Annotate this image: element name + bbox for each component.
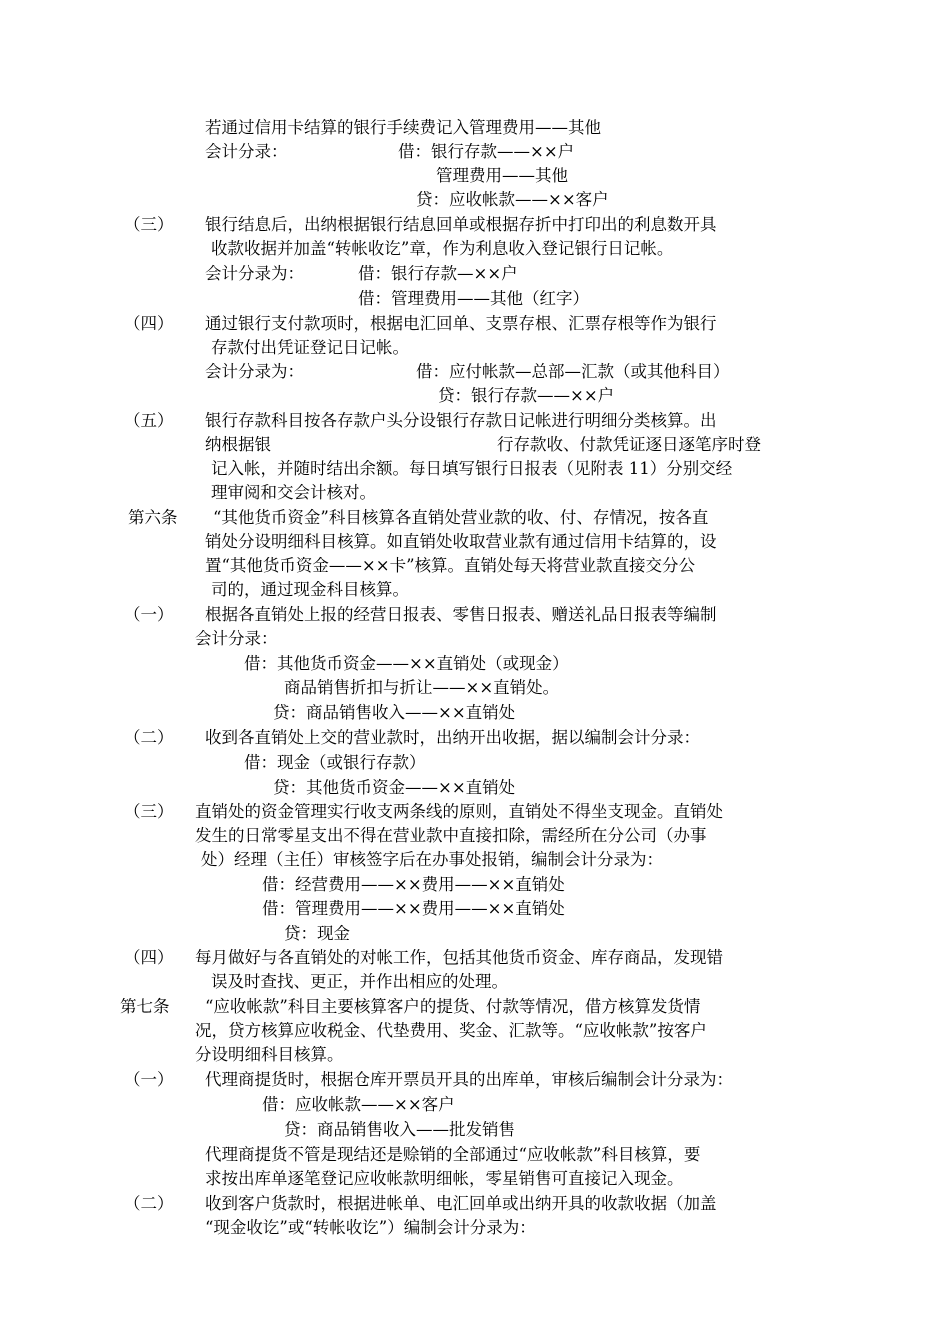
- text-line: 贷：商品销售收入——××直销处: [273, 703, 516, 722]
- text-line: 误及时查找、更正，并作出相应的处理。: [211, 972, 508, 991]
- text-line: 代理商提货不管是现结还是赊销的全部通过“应收帐款”科目核算，要: [205, 1145, 701, 1164]
- text-line: 若通过信用卡结算的银行手续费记入管理费用——其他: [205, 118, 601, 137]
- item-number: （一）: [124, 1070, 174, 1089]
- text-line: 况，贷方核算应收税金、代垫费用、奖金、汇款等。“应收帐款”按客户: [195, 1021, 707, 1040]
- item-number: （二）: [124, 728, 174, 747]
- text-line: 每月做好与各直销处的对帐工作，包括其他货币资金、库存商品，发现错: [195, 948, 723, 967]
- text-line: 置“其他货币资金——××卡”核算。直销处每天将营业款直接交分公: [205, 556, 696, 575]
- text-line: 通过银行支付款项时，根据电汇回单、支票存根、汇票存根等作为银行: [205, 314, 717, 333]
- item-number: （三）: [124, 802, 174, 821]
- text-line: 行存款收、付款凭证逐日逐笔序时登: [497, 435, 761, 454]
- text-line: 会计分录为：: [205, 264, 304, 283]
- text-line: 会计分录为：: [205, 362, 304, 381]
- text-line: 纳根据银: [205, 435, 271, 454]
- text-line: 借：经营费用——××费用——××直销处: [262, 875, 565, 894]
- text-line: 借：其他货币资金——××直销处（或现金）: [244, 654, 569, 673]
- item-number: （四）: [124, 314, 174, 333]
- text-line: 销处分设明细科目核算。如直销处收取营业款有通过信用卡结算的，设: [205, 532, 717, 551]
- text-line: 贷：银行存款——××户: [438, 386, 615, 405]
- text-line: “现金收讫”或“转帐收讫”）编制会计分录为：: [205, 1218, 536, 1237]
- text-line: 借：应付帐款—总部—汇款（或其他科目）: [416, 362, 730, 381]
- text-line: 借：管理费用——××费用——××直销处: [262, 899, 565, 918]
- text-line: 分设明细科目核算。: [195, 1045, 344, 1064]
- text-line: 根据各直销处上报的经营日报表、零售日报表、赠送礼品日报表等编制: [205, 605, 717, 624]
- item-number: （三）: [124, 215, 174, 234]
- text-line: 发生的日常零星支出不得在营业款中直接扣除，需经所在分公司（办事: [195, 826, 707, 845]
- item-number: （一）: [124, 605, 174, 624]
- text-line: 借：现金（或银行存款）: [244, 753, 426, 772]
- text-line: 收款收据并加盖“转帐收讫”章，作为利息收入登记银行日记帐。: [211, 239, 674, 258]
- text-line: 贷：现金: [284, 924, 350, 943]
- text-line: 理审阅和交会计核对。: [211, 483, 376, 502]
- text-line: 银行存款科目按各存款户头分设银行存款日记帐进行明细分类核算。出: [205, 411, 717, 430]
- text-line: 代理商提货时，根据仓库开票员开具的出库单，审核后编制会计分录为：: [205, 1070, 733, 1089]
- text-line: “其他货币资金”科目核算各直销处营业款的收、付、存情况，按各直: [213, 508, 709, 527]
- text-line: 记入帐，并随时结出余额。每日填写银行日报表（见附表 11）分别交经: [211, 459, 733, 478]
- text-line: 商品销售折扣与折让——××直销处。: [284, 678, 560, 697]
- text-line: 管理费用——其他: [436, 166, 568, 185]
- text-line: 存款付出凭证登记日记帐。: [211, 338, 409, 357]
- text-line: 贷：商品销售收入——批发销售: [284, 1120, 515, 1139]
- item-number: （四）: [124, 948, 174, 967]
- text-line: 借：银行存款—××户: [358, 264, 518, 283]
- text-line: 借：管理费用——其他（红字）: [358, 289, 589, 308]
- text-line: “应收帐款”科目主要核算客户的提货、付款等情况，借方核算发货情: [205, 997, 701, 1016]
- text-line: 求按出库单逐笔登记应收帐款明细帐，零星销售可直接记入现金。: [205, 1169, 684, 1188]
- text-line: 收到客户货款时，根据进帐单、电汇回单或出纳开具的收款收据（加盖: [205, 1194, 717, 1213]
- text-line: 收到各直销处上交的营业款时，出纳开出收据，据以编制会计分录：: [205, 728, 700, 747]
- item-number: （五）: [124, 411, 174, 430]
- text-line: 处）经理（主任）审核签字后在办事处报销，编制会计分录为：: [201, 850, 663, 869]
- item-number: （二）: [124, 1194, 174, 1213]
- article-number: 第七条: [120, 997, 170, 1016]
- text-line: 借：银行存款——××户: [398, 142, 575, 161]
- text-line: 会计分录：: [195, 629, 278, 648]
- text-line: 直销处的资金管理实行收支两条线的原则，直销处不得坐支现金。直销处: [195, 802, 723, 821]
- text-line: 贷：其他货币资金——××直销处: [273, 778, 516, 797]
- text-line: 贷：应收帐款——××客户: [416, 190, 609, 209]
- text-line: 银行结息后，出纳根据银行结息回单或根据存折中打印出的利息数开具: [205, 215, 717, 234]
- text-line: 借：应收帐款——××客户: [262, 1095, 455, 1114]
- article-number: 第六条: [128, 508, 178, 527]
- text-line: 司的，通过现金科目核算。: [211, 580, 409, 599]
- text-line: 会计分录：: [205, 142, 288, 161]
